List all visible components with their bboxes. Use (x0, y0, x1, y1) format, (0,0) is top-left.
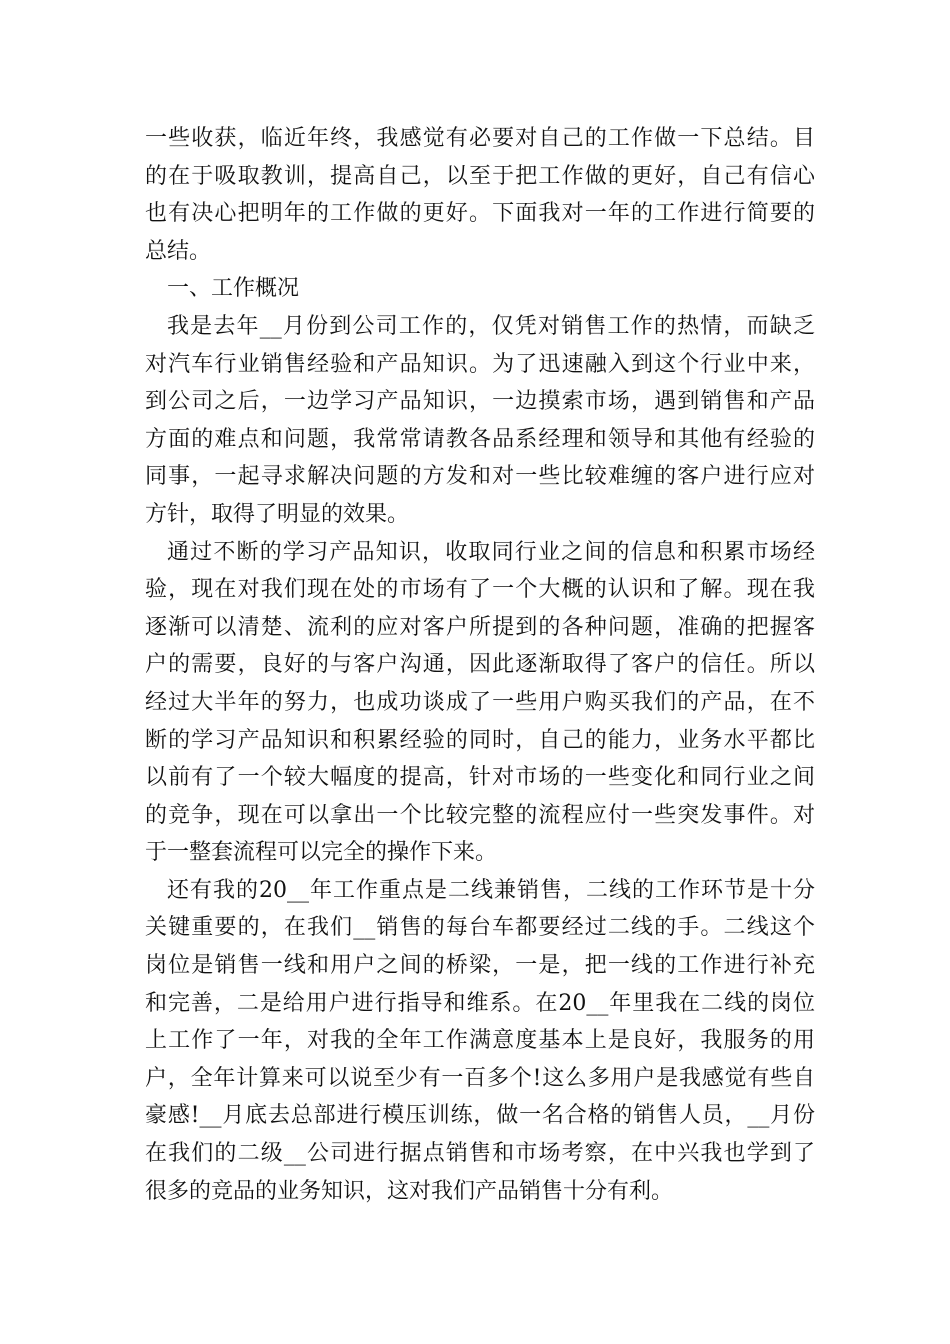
text-line: 一些收获，临近年终，我感觉有必要对自己的工作做一下总结。目 (145, 126, 815, 151)
text-line: 还有我的20__年工作重点是二线兼销售，二线的工作环节是十分 (167, 877, 815, 903)
text-line: 上工作了一年，对我的全年工作满意度基本上是良好，我服务的用 (145, 1028, 815, 1054)
text-line: 很多的竞品的业务知识，这对我们产品销售十分有利。 (145, 1178, 674, 1204)
text-line: 以前有了一个较大幅度的提高，针对市场的一些变化和同行业之间 (145, 765, 815, 791)
text-line: 关键重要的，在我们__销售的每台车都要经过二线的手。二线这个 (145, 915, 815, 941)
text-line: 的竞争，现在可以拿出一个比较完整的流程应付一些突发事件。对 (145, 802, 815, 828)
text-line: 也有决心把明年的工作做的更好。下面我对一年的工作进行简要的 (145, 201, 815, 227)
text-line: 同事，一起寻求解决问题的方发和对一些比较难缠的客户进行应对 (145, 464, 815, 490)
text-line: 户，全年计算来可以说至少有一百多个!这么多用户是我感觉有些自 (145, 1065, 815, 1091)
text-line: 对汽车行业销售经验和产品知识。为了迅速融入到这个行业中来， (145, 351, 815, 377)
text-line: 通过不断的学习产品知识，收取同行业之间的信息和积累市场经 (167, 539, 815, 565)
text-line: 我是去年__月份到公司工作的，仅凭对销售工作的热情，而缺乏 (167, 313, 815, 339)
text-line: 的在于吸取教训，提高自己，以至于把工作做的更好，自己有信心 (145, 163, 815, 189)
text-line: 逐渐可以清楚、流利的应对客户所提到的各种问题，准确的把握客 (145, 614, 815, 640)
text-line: 经过大半年的努力，也成功谈成了一些用户购买我们的产品，在不 (145, 689, 815, 715)
text-line: 一、工作概况 (167, 276, 300, 302)
text-line: 和完善，二是给用户进行指导和维系。在20__年里我在二线的岗位 (145, 990, 815, 1016)
text-line: 于一整套流程可以完全的操作下来。 (145, 840, 498, 866)
text-line: 方针，取得了明显的效果。 (145, 501, 410, 527)
text-line: 在我们的二级__公司进行据点销售和市场考察，在中兴我也学到了 (145, 1141, 815, 1167)
text-line: 豪感!__月底去总部进行模压训练，做一名合格的销售人员，__月份 (145, 1103, 815, 1129)
text-line: 验，现在对我们现在处的市场有了一个大概的认识和了解。现在我 (145, 577, 815, 603)
text-line: 断的学习产品知识和积累经验的同时，自己的能力，业务水平都比 (145, 727, 815, 753)
text-line: 方面的难点和问题，我常常请教各品系经理和领导和其他有经验的 (145, 426, 815, 452)
text-line: 到公司之后，一边学习产品知识，一边摸索市场，遇到销售和产品 (145, 389, 815, 415)
text-line: 户的需要，良好的与客户沟通，因此逐渐取得了客户的信任。所以 (145, 652, 815, 678)
text-line: 总结。 (145, 238, 212, 264)
body-text (145, 120, 815, 1210)
text-line: 岗位是销售一线和用户之间的桥梁，一是，把一线的工作进行补充 (145, 953, 815, 979)
